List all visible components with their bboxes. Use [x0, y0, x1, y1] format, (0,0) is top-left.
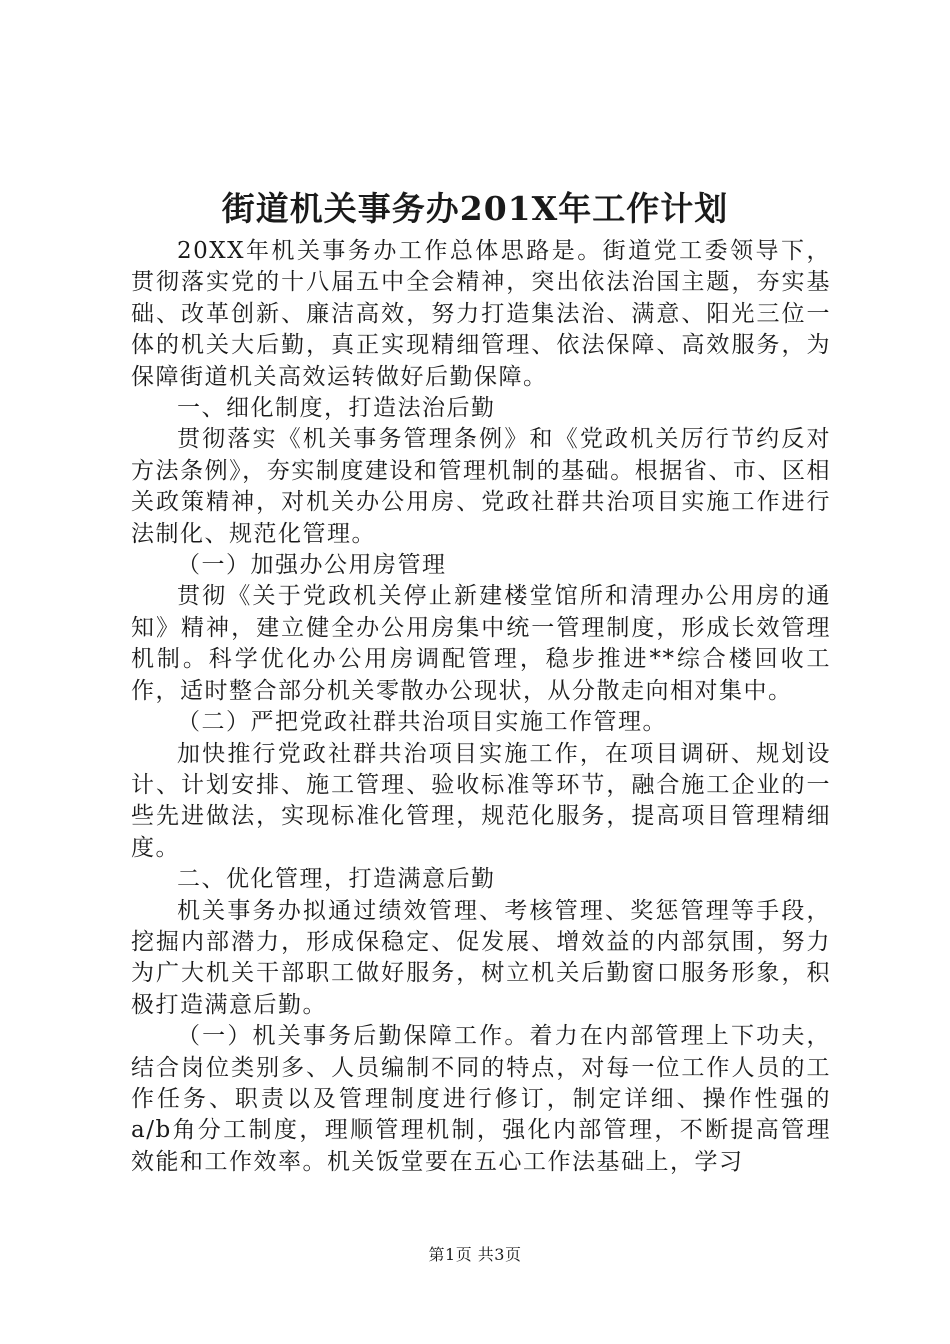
page-number-footer: 第1页 共3页 — [428, 1245, 522, 1264]
document-title: 街道机关事务办201X年工作计划 — [221, 189, 729, 228]
paragraph-intro: 20XX年机关事务办工作总体思路是。街道党工委领导下，贯彻落实党的十八届五中全会精神，突出依法治国主题，夯实基础、改革创新、廉洁高效，努力打造集法治、满意、阳光三位一体的机关大后勤，真正实现精细管理、依法保障、高效服务，为保障街道机关高效运转做好后勤保障。 — [131, 238, 831, 390]
section-heading-1: 一、细化制度，打造法治后勤 — [177, 395, 496, 422]
subsection-heading: （一）加强办公用房管理 — [177, 552, 447, 579]
section-heading-2: 二、优化管理，打造满意后勤 — [177, 866, 496, 893]
paragraph: 贯彻《关于党政机关停止新建楼堂馆所和清理办公用房的通知》精神，建立健全办公用房集中统一管理制度，形成长效管理机制。科学优化办公用房调配管理，稳步推进**综合楼回收工作，适时整合部分机关零散办公现状，从分散走向相对集中。 — [131, 583, 831, 704]
document-body — [131, 236, 831, 1178]
subsection-heading: （二）严把党政社群共治项目实施工作管理。 — [177, 709, 667, 736]
paragraph: （一）机关事务后勤保障工作。着力在内部管理上下功夫，结合岗位类别多、人员编制不同的特点，对每一位工作人员的工作任务、职责以及管理制度进行修订，制定详细、操作性强的a/b角分工制度，理顺管理机制，强化内部管理，不断提高管理效能和工作效率。机关饭堂要在五心工作法基础上，学习 — [131, 1023, 831, 1175]
paragraph: 加快推行党政社群共治项目实施工作，在项目调研、规划设计、计划安排、施工管理、验收标准等环节，融合施工企业的一些先进做法，实现标准化管理，规范化服务，提高项目管理精细度。 — [131, 740, 831, 861]
paragraph: 机关事务办拟通过绩效管理、考核管理、奖惩管理等手段，挖掘内部潜力，形成保稳定、促发展、增效益的内部氛围，努力为广大机关干部职工做好服务，树立机关后勤窗口服务形象，积极打造满意后勤。 — [131, 897, 831, 1018]
paragraph: 贯彻落实《机关事务管理条例》和《党政机关厉行节约反对方法条例》，夯实制度建设和管理机制的基础。根据省、市、区相关政策精神，对机关办公用房、党政社群共治项目实施工作进行法制化、规范化管理。 — [131, 426, 831, 547]
